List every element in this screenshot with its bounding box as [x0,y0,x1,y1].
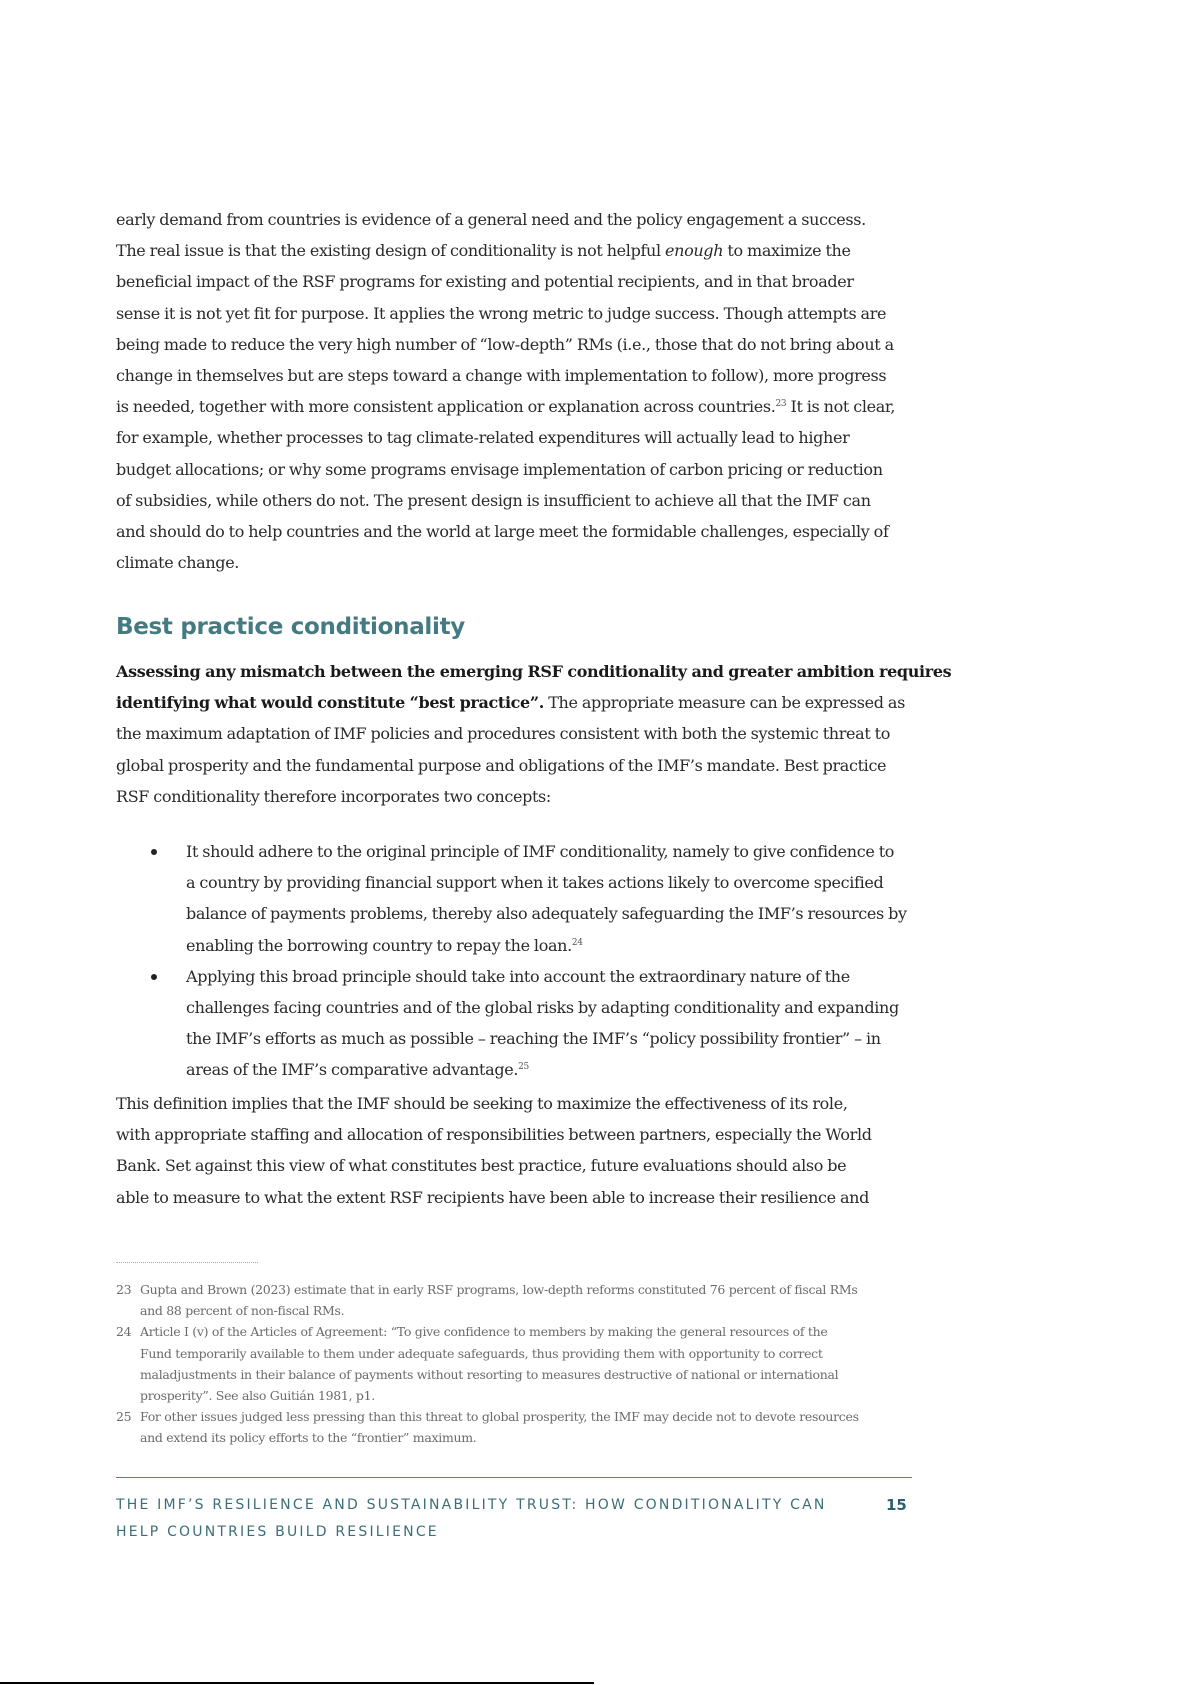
text-line: is needed, together with more consistent application or explanation across countries.$^{23}$ It is not clear, [116,397,896,417]
bullet-item: It should adhere to the original principle of IMF conditionality, namely to give confidence to a country by providing financial support when it takes actions likely to overcome specified balance of payments problems, thereby also adequately safeguarding the IMF’s resources by enabling the borrowing country to repay the loan.$^{24}$ [116,836,936,961]
bullet-item: Applying this broad principle should take into account the extraordinary nature of the challenges facing countries and of the global risks by adapting conditionality and expanding the IMF’s efforts as much as possible – reaching the IMF’s “policy possibility frontier” – in areas of the IMF’s comparative advantage.$^{25}$ [116,961,936,1086]
footnote-number: 25 [116,1409,132,1425]
text-line: sense it is not yet fit for purpose. It applies the wrong metric to judge success. Though attempts are [116,303,887,323]
text-line: change in themselves but are steps toward a change with implementation to follow), more progress [116,366,887,386]
text-line: with appropriate staffing and allocation of responsibilities between partners, especially the World [116,1125,872,1145]
text-line: being made to reduce the very high number of “low-depth” RMs (i.e., those that do not bring about a [116,334,894,354]
lead-paragraph [116,656,952,812]
footnote-ref-24[interactable]: 24 [571,937,583,948]
text-line: and should do to help countries and the world at large meet the formidable challenges, especially of [116,522,889,542]
text-line: beneficial impact of the RSF programs for existing and potential recipients, and in that broader [116,272,854,292]
emphasis: enough [665,241,724,261]
footnote-number: 23 [116,1282,132,1297]
footnote-23: 23 Gupta and Brown (2023) estimate that in early RSF programs, low-depth reforms constituted 76 percent of fiscal RMs and 88 percent of non-fiscal RMs. [116,1279,916,1321]
bullet-icon [151,974,157,980]
text-line: This definition implies that the IMF should be seeking to maximize the effectiveness of its role, [116,1094,848,1113]
text-line: early demand from countries is evidence of a general need and the policy engagement a success. [116,210,866,229]
footnote-ref-25[interactable]: 25 [518,1062,529,1073]
footnote-ref-23[interactable]: 23 [775,399,787,410]
footnote-25: 25 For other issues judged less pressing than this threat to global prosperity, the IMF may decide not to devote resources and extend its policy efforts to the “frontier” maximum. [116,1406,916,1448]
bullet-icon [151,849,157,855]
text-line: Bank. Set against this view of what constitutes best practice, future evaluations should also be [116,1156,847,1176]
lead-bold-text: Assessing any mismatch between the emerging RSF conditionality and greater ambition requires [116,662,952,681]
text-line: RSF conditionality therefore incorporates two concepts: [116,786,551,806]
text-line: global prosperity and the fundamental purpose and obligations of the IMF’s mandate. Best practice [116,755,887,775]
text-line: The real issue is that the existing design of conditionality is not helpful enough to maximize the [116,241,851,261]
text-line: climate change. [116,553,240,573]
text-line: able to measure to what the extent RSF recipients have been able to increase their resilience and [116,1187,870,1207]
footnotes [116,1279,916,1449]
page-number: 15 [886,1496,907,1514]
text-line: budget allocations; or why some programs envisage implementation of carbon pricing or reduction [116,459,883,479]
footer-divider [116,1477,912,1478]
bullet-list [116,836,936,1086]
footnote-number: 24 [116,1324,132,1340]
section-heading: Best practice conditionality [116,614,465,640]
footnote-divider [116,1262,258,1263]
closing-paragraph [116,1088,936,1213]
bottom-edge-line [0,1682,594,1684]
running-footer-title: THE IMF’S RESILIENCE AND SUSTAINABILITY TRUST: HOW CONDITIONALITY CAN HELP COUNTRIES BUILD RESILIENCE [116,1497,827,1540]
footnote-24: 24 Article I (v) of the Articles of Agreement: “To give confidence to members by making the general resources of the Fund temporarily available to them under adequate safeguards, thus providing them with opportunity to correct maladjustments in their balance of payments without resorting to measures destructive of national or international prosperity”. See also Guitián 1981, p1. [116,1321,916,1406]
text-line: the maximum adaptation of IMF policies and procedures consistent with both the systemic threat to [116,724,891,744]
intro-paragraph [116,204,936,578]
text-line: of subsidies, while others do not. The present design is insufficient to achieve all that the IMF can [116,490,871,510]
text-line: identifying what would constitute “best practice”. The appropriate measure can be expressed as [116,693,905,713]
text-line: for example, whether processes to tag climate-related expenditures will actually lead to higher [116,428,850,448]
lead-bold-text: identifying what would constitute “best practice”. [116,693,544,713]
